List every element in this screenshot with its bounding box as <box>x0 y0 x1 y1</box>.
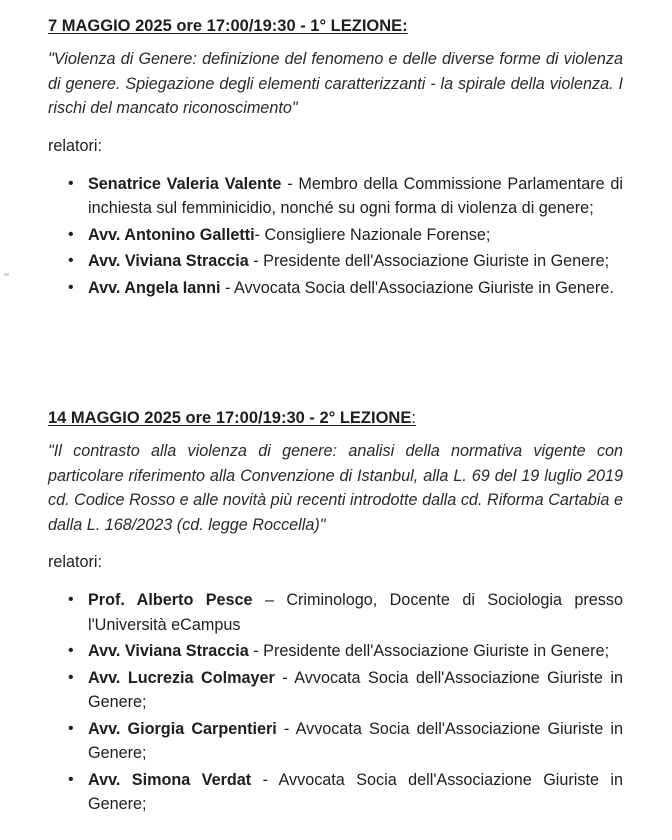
bullet-icon: • <box>68 719 74 737</box>
bullet-icon: • <box>68 668 74 686</box>
speaker-role: - Consigliere Nazionale Forense; <box>254 225 491 244</box>
speaker-item <box>68 172 623 221</box>
speaker-name: Prof. Alberto Pesce <box>88 591 253 609</box>
speaker-role: - Avvocata Socia dell'Associazione Giuriste in Genere. <box>220 278 614 297</box>
speaker-name: Avv. Angela Ianni <box>88 278 221 297</box>
speaker-role: - Presidente dell'Associazione Giuriste in Genere; <box>248 252 610 270</box>
speaker-name: Avv. Simona Verdat <box>88 770 252 789</box>
speaker-item <box>68 588 623 637</box>
bullet-icon: • <box>68 591 74 608</box>
speaker-role: - Avvocata Socia dell'Associazione Giuriste in Genere; <box>88 770 623 813</box>
lesson-abstract: "Il contrasto alla violenza di genere: analisi della normativa vigente con particolare riferimento alla Convenzione di Istanbul, alla L. 69 del 19 luglio 2019 cd. Codice Rosso e alle novità più recenti introdotte dalla cd. Riforma Cartabia e dalla L. 168/2023 (cd. legge Roccella)" <box>48 442 623 534</box>
heading-colon: : <box>411 409 416 427</box>
speaker-name: Avv. Giorgia Carpentieri <box>88 719 277 738</box>
speaker-role: - Membro della Commissione Parlamentare di inchiesta sul femminicidio, nonché su ogni forma di violenza di genere; <box>88 174 623 217</box>
speaker-role: – Criminologo, Docente di Sociologia presso l'Università eCampus <box>88 591 623 634</box>
speakers-list <box>48 172 623 301</box>
lesson-heading-text: 7 MAGGIO 2025 ore 17:00/19:30 - 1° LEZIONE <box>48 17 403 35</box>
bullet-icon: • <box>68 278 74 296</box>
speaker-item <box>68 249 623 274</box>
lesson-heading <box>48 406 623 430</box>
scan-mark <box>4 273 9 276</box>
speakers-label: relatori: <box>48 553 102 571</box>
speaker-role: - Presidente dell'Associazione Giuriste in Genere; <box>248 642 610 660</box>
speaker-item <box>68 639 623 664</box>
speakers-list <box>48 588 623 817</box>
bullet-icon: • <box>68 252 74 269</box>
bullet-icon: • <box>68 225 74 243</box>
speaker-item <box>68 666 623 715</box>
speaker-item <box>68 717 623 766</box>
speaker-name: Avv. Viviana Straccia <box>88 252 249 270</box>
speakers-label: relatori: <box>48 136 102 155</box>
lesson-heading <box>48 14 623 38</box>
speaker-name: Senatrice Valeria Valente <box>88 174 282 193</box>
speaker-item <box>68 276 623 301</box>
speaker-name: Avv. Antonino Galletti <box>88 225 255 244</box>
lesson-2 <box>48 406 623 819</box>
bullet-icon: • <box>68 770 74 788</box>
speaker-role: - Avvocata Socia dell'Associazione Giuriste in Genere; <box>88 719 623 762</box>
speaker-role: - Avvocata Socia dell'Associazione Giuriste in Genere; <box>88 668 623 711</box>
speaker-item <box>68 768 623 817</box>
heading-colon: : <box>402 17 408 35</box>
lesson-heading-text: 14 MAGGIO 2025 ore 17:00/19:30 - 2° LEZIONE <box>48 409 412 427</box>
speaker-name: Avv. Lucrezia Colmayer <box>88 668 275 687</box>
speaker-name: Avv. Viviana Straccia <box>88 642 249 660</box>
lesson-1 <box>48 14 623 302</box>
bullet-icon: • <box>68 642 74 659</box>
bullet-icon: • <box>68 174 74 192</box>
lesson-abstract: "Violenza di Genere: definizione del fenomeno e delle diverse forme di violenza di genere. Spiegazione degli elementi caratterizzanti - la spirale della violenza. I rischi del mancato riconoscimento" <box>48 50 623 117</box>
speaker-item <box>68 223 623 248</box>
